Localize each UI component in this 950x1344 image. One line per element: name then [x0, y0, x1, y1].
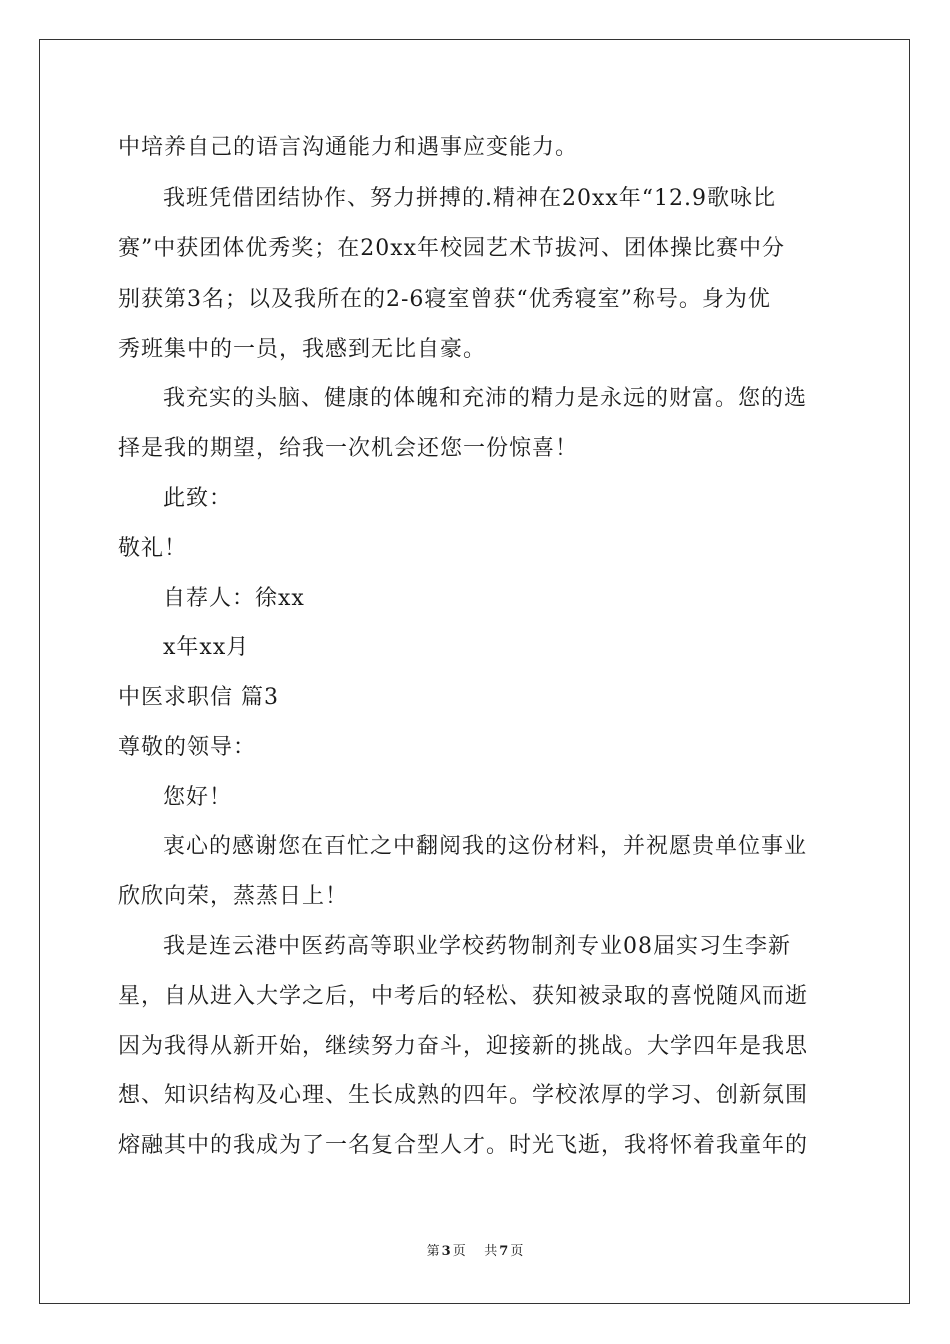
text-line: 此致：: [163, 486, 233, 511]
total-prefix: 共: [484, 1244, 498, 1259]
text-line: 衷心的感谢您在百忙之中翻阅我的这份材料，并祝愿贵单位事业: [163, 834, 808, 859]
text-line: 因为我得从新开始，继续努力奋斗，迎接新的挑战。大学四年是我思: [118, 1034, 809, 1059]
page-current: 3: [441, 1244, 451, 1259]
text-line: 星，自从进入大学之后，中考后的轻松、获知被录取的喜悦随风而逝: [118, 984, 809, 1009]
text-line: 秀班集中的一员，我感到无比自豪。: [118, 337, 487, 362]
text-line: x年xx月: [163, 635, 250, 660]
page-footer: [0, 1243, 950, 1261]
text-line: 自荐人：徐xx: [163, 586, 305, 611]
total-suffix: 页: [510, 1244, 524, 1259]
text-line: 别获第3名；以及我所在的2-6寝室曾获“优秀寝室”称号。身为优: [118, 287, 771, 312]
text-line: 我是连云港中医药高等职业学校药物制剂专业08届实习生李新: [163, 934, 791, 959]
page-border: [39, 39, 910, 1304]
text-line: 欣欣向荣，蒸蒸日上！: [118, 884, 349, 909]
section-heading: 中医求职信 篇3: [118, 685, 279, 710]
page-total: 7: [499, 1244, 509, 1259]
text-line: 想、知识结构及心理、生长成熟的四年。学校浓厚的学习、创新氛围: [118, 1083, 809, 1108]
text-line: 敬礼！: [118, 536, 188, 561]
text-line: 赛”中获团体优秀奖；在20xx年校园艺术节拔河、团体操比赛中分: [118, 236, 786, 261]
text-line: 择是我的期望，给我一次机会还您一份惊喜！: [118, 436, 579, 461]
greeting: 您好！: [163, 785, 233, 810]
text-line: 我充实的头脑、健康的体魄和充沛的精力是永远的财富。您的选: [163, 386, 808, 411]
salutation: 尊敬的领导：: [118, 735, 257, 760]
text-line: 中培养自己的语言沟通能力和遇事应变能力。: [118, 135, 579, 160]
page-suffix: 页: [452, 1244, 466, 1259]
text-line: 熔融其中的我成为了一名复合型人才。时光飞逝，我将怀着我童年的: [118, 1133, 809, 1158]
text-line: 我班凭借团结协作、努力拼搏的.精神在20xx年“12.9歌咏比: [163, 186, 777, 211]
page-prefix: 第: [426, 1244, 440, 1259]
